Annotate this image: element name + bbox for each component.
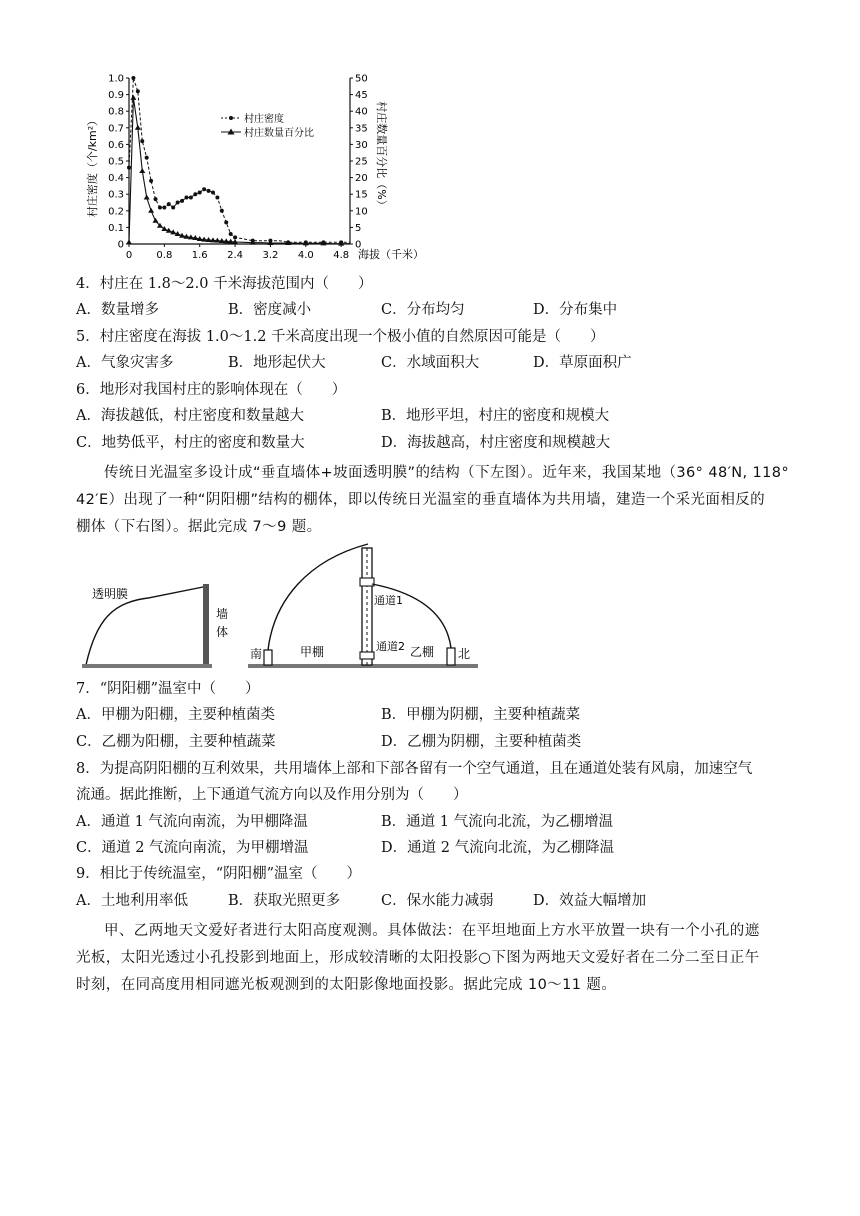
- density-point: [154, 197, 158, 201]
- y-tick-label-left: 0.1: [108, 222, 124, 234]
- y-tick-label-left: 1.0: [108, 73, 124, 85]
- percent-point: [139, 168, 145, 173]
- q4-option-d[interactable]: D．分布集中: [533, 302, 618, 318]
- q9-stem: 9．相比于传统温室，“阴阳棚”温室（ ）: [76, 866, 362, 882]
- density-point: [162, 205, 166, 209]
- q9-option-b[interactable]: B．获取光照更多: [228, 893, 341, 909]
- x-tick-label: 0: [125, 250, 133, 261]
- q8-stem-line2: 流通。据此推断，上下通道气流方向以及作用分别为（ ）: [76, 787, 468, 803]
- greenhouse-diagrams: [78, 540, 498, 672]
- shared-wall: [362, 548, 372, 665]
- density-point: [184, 196, 188, 200]
- intro-7-9: [76, 460, 788, 541]
- channel-1-vent: [360, 578, 374, 586]
- intro-7-9-line2: 42′E）出现了一种“阴阳棚”结构的棚体，即以传统日光温室的垂直墙体为共用墙，建造一个采光面相反的: [76, 492, 766, 508]
- film-label: 透明膜: [92, 587, 129, 601]
- percent-point: [148, 208, 154, 213]
- q8-option-a[interactable]: A．通道 1 气流向南流，为甲棚降温: [76, 814, 308, 830]
- y-tick-label-left: 0.5: [108, 156, 124, 168]
- q7-option-c[interactable]: C．乙棚为阳棚，主要种植蔬菜: [76, 734, 276, 750]
- y-tick-label-right: 10: [355, 206, 368, 218]
- density-point: [180, 199, 184, 203]
- density-point: [158, 205, 162, 209]
- south-label: 南: [250, 647, 263, 661]
- y-axis-label: 村庄密度（个/km²）: [86, 114, 99, 218]
- x-axis-label: 海拔（千米）: [358, 248, 424, 261]
- density-point: [220, 209, 224, 213]
- x-tick-label: 0.8: [156, 250, 173, 261]
- intro-7-9-line3: 棚体（下右图）。据此完成 7～9 题。: [76, 519, 322, 535]
- q4-option-b[interactable]: B．密度减小: [228, 302, 312, 318]
- q7-option-d[interactable]: D．乙棚为阴棚，主要种植菌类: [381, 734, 582, 750]
- wall-block: [203, 584, 209, 666]
- shed-a-label: 甲棚: [300, 645, 325, 659]
- density-point: [145, 156, 149, 160]
- x-tick-label: 3.2: [262, 250, 279, 261]
- north-post: [447, 648, 455, 665]
- north-label: 北: [458, 647, 471, 661]
- density-point: [189, 196, 193, 200]
- y-tick-label-left: 0.9: [108, 90, 124, 102]
- density-point: [215, 196, 219, 200]
- x-tick-label: 2.4: [227, 250, 244, 261]
- y-ticks-left: [108, 74, 129, 251]
- y-tick-label-right: 20: [355, 173, 368, 185]
- wall-label-1: 墙: [216, 607, 229, 621]
- y-ticks-right: [350, 74, 368, 251]
- q6-option-c[interactable]: C．地势低平，村庄的密度和数量大: [76, 435, 305, 451]
- legend-circle-marker: [229, 116, 233, 120]
- q9-option-d[interactable]: D．效益大幅增加: [533, 893, 647, 909]
- percent-point: [126, 239, 132, 244]
- y-tick-label-right: 15: [355, 189, 368, 201]
- density-point: [207, 189, 211, 193]
- density-point: [140, 139, 144, 143]
- density-point: [233, 235, 237, 239]
- density-point: [211, 191, 215, 195]
- density-point: [131, 76, 135, 80]
- q9-option-a[interactable]: A．土地利用率低: [76, 893, 188, 909]
- percent-line: [129, 98, 350, 244]
- y-tick-label-left: 0.8: [108, 106, 124, 118]
- y-tick-label-left: 0: [117, 239, 124, 251]
- channel-2-vent: [360, 652, 374, 659]
- intro-10-11-line1: 甲、乙两地天文爱好者进行太阳高度观测。具体做法：在平坦地面上方水平放置一块有一个小孔的遮: [104, 923, 760, 939]
- y-tick-label-right: 0: [355, 239, 362, 251]
- y2-axis-label: 村庄数量百分比（%）: [375, 101, 388, 211]
- intro-10-11-line2: 光板，太阳光透过小孔投影到地面上，形成较清晰的太阳投影○下图为两地天文爱好者在二分二至日正午: [76, 950, 760, 966]
- q6-option-d[interactable]: D．海拔越高，村庄密度和规模越大: [381, 435, 611, 451]
- density-point: [224, 220, 228, 224]
- q4-option-c[interactable]: C．分布均匀: [381, 302, 465, 318]
- percent-point: [144, 195, 150, 200]
- series-lines: [129, 78, 350, 244]
- ground-left: [82, 664, 212, 668]
- q8-stem-line1: 8．为提高阴阳棚的互利效果，共用墙体上部和下部各留有一个空气通道，且在通道处装有风扇，加速空气: [76, 761, 753, 777]
- y-tick-label-right: 40: [355, 106, 368, 118]
- q6-option-b[interactable]: B．地形平坦，村庄的密度和规模大: [381, 408, 610, 424]
- density-point: [176, 201, 180, 205]
- q8-option-b[interactable]: B．通道 1 气流向北流，为乙棚增温: [381, 814, 614, 830]
- y-tick-label-left: 0.2: [108, 206, 124, 218]
- legend-density: 村庄密度: [244, 114, 284, 125]
- south-post: [264, 650, 272, 665]
- density-point: [149, 179, 153, 183]
- y-tick-label-right: 5: [355, 222, 362, 234]
- shed-a-curve: [268, 544, 368, 650]
- x-ticks: [126, 244, 349, 261]
- q8-option-c[interactable]: C．通道 2 气流向南流，为甲棚增温: [76, 840, 309, 856]
- shed-b-label: 乙棚: [410, 645, 435, 659]
- y-tick-label-right: 45: [355, 90, 368, 102]
- intro-10-11-line3: 时刻，在同高度用相同遮光板观测到的太阳影像地面投影。据此完成 10～11 题。: [76, 977, 617, 993]
- density-point: [193, 192, 197, 196]
- q5-option-a[interactable]: A．气象灾害多: [76, 355, 174, 371]
- density-point: [171, 205, 175, 209]
- density-line: [129, 78, 350, 242]
- legend-percent: 村庄数量百分比: [244, 128, 314, 139]
- y-tick-label-right: 50: [355, 73, 368, 85]
- y-tick-label-right: 30: [355, 139, 368, 151]
- density-point: [202, 187, 206, 191]
- q4-stem: 4．村庄在 1.8～2.0 千米海拔范围内（ ）: [76, 276, 373, 292]
- x-tick-label: 4.0: [297, 250, 314, 261]
- x-tick-label: 1.6: [191, 250, 208, 261]
- y-tick-label-left: 0.3: [108, 189, 124, 201]
- traditional-greenhouse: [82, 584, 228, 668]
- intro-10-11: [76, 918, 788, 999]
- q8-option-d[interactable]: D．通道 2 气流向北流，为乙棚降温: [381, 840, 615, 856]
- intro-7-9-line1: 传统日光温室多设计成“垂直墙体+坡面透明膜”的结构（下左图）。近年来，我国某地（36° 48′N, 118°: [104, 465, 790, 481]
- density-point: [198, 191, 202, 195]
- y-tick-label-left: 0.6: [108, 139, 124, 151]
- q7-option-b[interactable]: B．甲棚为阴棚，主要种植蔬菜: [381, 707, 581, 723]
- density-point: [229, 232, 233, 236]
- q7-stem: 7．“阴阳棚”温室中（ ）: [76, 681, 260, 697]
- q6-stem: 6．地形对我国村庄的影响体现在（ ）: [76, 382, 347, 398]
- yinyang-greenhouse: [248, 544, 478, 668]
- q5-option-b[interactable]: B．地形起伏大: [228, 355, 326, 371]
- density-point: [136, 89, 140, 93]
- percent-point: [153, 218, 159, 223]
- wall-label-2: 体: [216, 625, 229, 639]
- legend: [221, 112, 314, 139]
- q7-option-a[interactable]: A．甲棚为阳棚，主要种植菌类: [76, 707, 275, 723]
- q5-option-c[interactable]: C．水域面积大: [381, 355, 480, 371]
- q6-option-a[interactable]: A．海拔越低，村庄密度和数量越大: [76, 408, 304, 424]
- y-tick-label-right: 25: [355, 156, 368, 168]
- y-tick-label-right: 35: [355, 123, 368, 135]
- q5-stem: 5．村庄密度在海拔 1.0～1.2 千米高度出现一个极小值的自然原因可能是（ ）: [76, 329, 605, 345]
- density-point: [127, 166, 131, 170]
- density-point: [167, 202, 171, 206]
- channel-2-label: 通道2: [376, 640, 405, 653]
- village-chart: [80, 66, 424, 266]
- x-tick-label: 4.8: [333, 250, 350, 261]
- y-tick-label-left: 0.4: [108, 173, 124, 185]
- q5-option-d[interactable]: D．草原面积广: [533, 355, 632, 371]
- percent-point: [135, 125, 141, 130]
- percent-point: [130, 95, 136, 100]
- series-markers: [126, 76, 344, 246]
- y-tick-label-left: 0.7: [108, 123, 124, 135]
- channel-1-label: 通道1: [374, 594, 403, 607]
- q4-option-a[interactable]: A．数量增多: [76, 302, 159, 318]
- q9-option-c[interactable]: C．保水能力减弱: [381, 893, 494, 909]
